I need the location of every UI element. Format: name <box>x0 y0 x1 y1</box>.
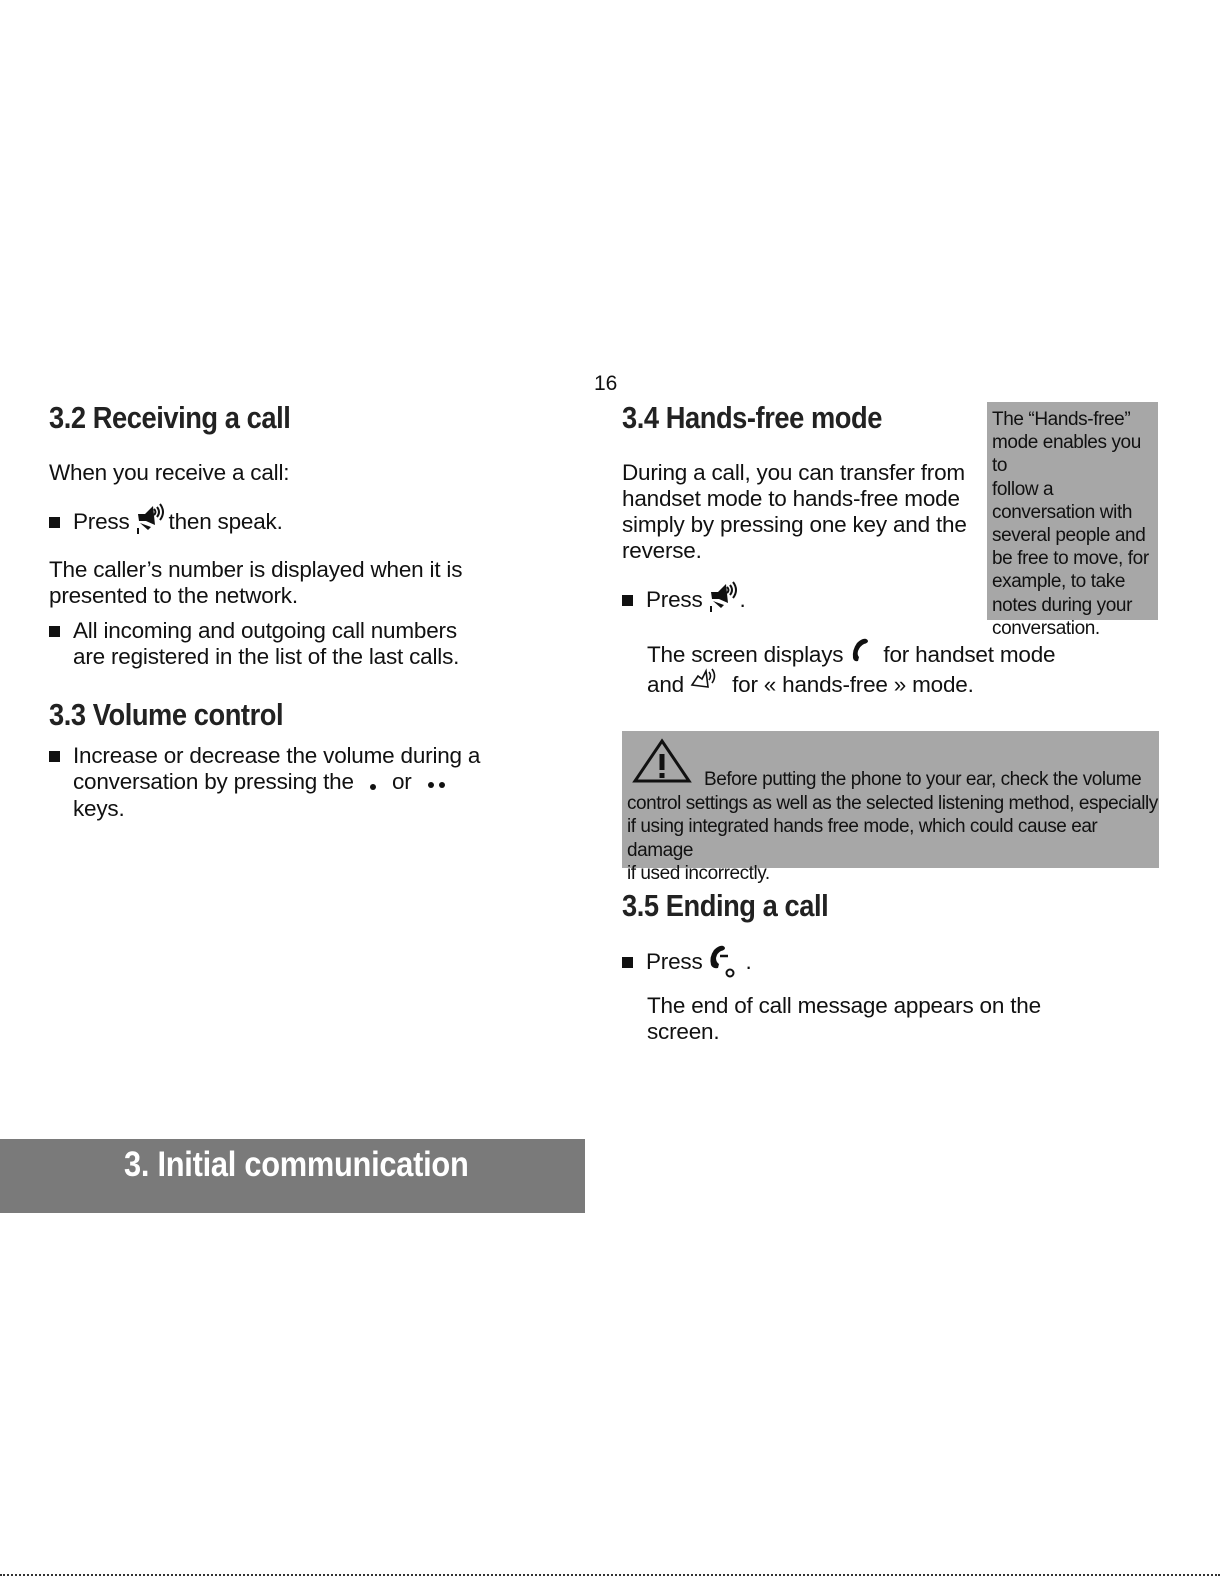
hands-free-line: simply by pressing one key and the <box>622 512 967 537</box>
end-call-line: The end of call message appears on the <box>647 993 1041 1018</box>
page-number: 16 <box>594 372 618 395</box>
hands-free-press-bullet <box>622 587 746 619</box>
speaker-key-icon <box>708 579 740 619</box>
period: . <box>739 587 746 612</box>
screen-display-paragraph <box>647 640 1055 699</box>
call-list-bullet <box>49 618 459 670</box>
side-note-line: conversation. <box>992 617 1100 639</box>
section-title-volume-control: 3.3 Volume control <box>49 697 284 732</box>
screen-display-text: for handset mode <box>883 642 1056 667</box>
caller-number-line: presented to the network. <box>49 583 298 608</box>
section-title-ending-call: 3.5 Ending a call <box>622 888 829 923</box>
warning-line: if using integrated hands free mode, which could cause ear damage <box>627 816 1098 861</box>
bottom-dotted-rule <box>0 1574 1220 1576</box>
screen-display-line <box>647 640 1055 670</box>
period: . <box>745 949 752 974</box>
end-call-icon <box>708 943 740 985</box>
caller-number-line: The caller’s number is displayed when it is <box>49 557 463 582</box>
press-label: Press <box>646 949 703 974</box>
side-note-line: notes during your <box>992 594 1133 616</box>
handset-icon <box>851 637 871 670</box>
screen-display-text: for « hands-free » mode. <box>732 671 974 697</box>
call-list-line: All incoming and outgoing call numbers <box>73 618 457 643</box>
hands-free-side-note <box>987 402 1158 639</box>
chapter-title: 3. Initial communication <box>124 1145 469 1184</box>
volume-line: keys. <box>73 796 125 822</box>
volume-line: Increase or decrease the volume during a <box>73 743 481 768</box>
warning-line: Before putting the phone to your ear, check the volume <box>704 769 1142 790</box>
side-note-line: be free to move, for <box>992 548 1149 570</box>
bullet-square <box>49 626 60 637</box>
side-note-line: example, to take <box>992 571 1126 593</box>
volume-line <box>73 769 480 796</box>
or-label: or <box>391 769 412 794</box>
bullet-square <box>622 957 633 968</box>
handsfree-icon <box>690 667 718 698</box>
receiving-press-bullet <box>49 509 283 541</box>
side-note-line: follow a <box>992 478 1054 500</box>
hands-free-line: reverse. <box>622 538 702 563</box>
warning-text <box>627 768 1159 886</box>
side-note-line: The “Hands-free” <box>992 409 1131 430</box>
side-note-line: mode enables you to <box>992 432 1141 477</box>
screen-display-text: and <box>647 671 684 697</box>
screen-display-text: The screen displays <box>647 642 844 667</box>
volume-bullet <box>49 743 480 822</box>
receiving-intro: When you receive a call: <box>49 460 290 485</box>
press-label: Press <box>73 509 130 534</box>
hands-free-paragraph <box>622 460 967 564</box>
then-speak-label: then speak. <box>168 509 283 534</box>
side-note-line: several people and <box>992 525 1146 547</box>
side-note-line: conversation with <box>992 501 1132 523</box>
hands-free-line: handset mode to hands-free mode <box>622 486 960 511</box>
section-title-hands-free: 3.4 Hands-free mode <box>622 400 882 435</box>
press-label: Press <box>646 587 703 612</box>
caller-number-paragraph <box>49 557 462 609</box>
hands-free-line: During a call, you can transfer from <box>622 460 965 485</box>
section-title-receiving-call: 3.2 Receiving a call <box>49 400 291 435</box>
warning-line: if used incorrectly. <box>627 863 770 884</box>
single-dot-key-icon <box>368 770 378 796</box>
double-dot-key-icon <box>426 770 448 796</box>
bullet-square <box>49 751 60 762</box>
call-list-line: are registered in the list of the last calls. <box>73 644 460 669</box>
warning-line: control settings as well as the selected listening method, especially <box>627 792 1158 814</box>
bullet-square <box>622 595 633 606</box>
screen-display-line <box>647 670 1055 699</box>
volume-line-text: conversation by pressing the <box>73 769 354 794</box>
end-call-line: screen. <box>647 1019 720 1044</box>
end-call-paragraph <box>647 993 1041 1045</box>
bullet-square <box>49 517 60 528</box>
speaker-key-icon <box>135 501 167 541</box>
end-call-press-bullet <box>622 949 752 985</box>
